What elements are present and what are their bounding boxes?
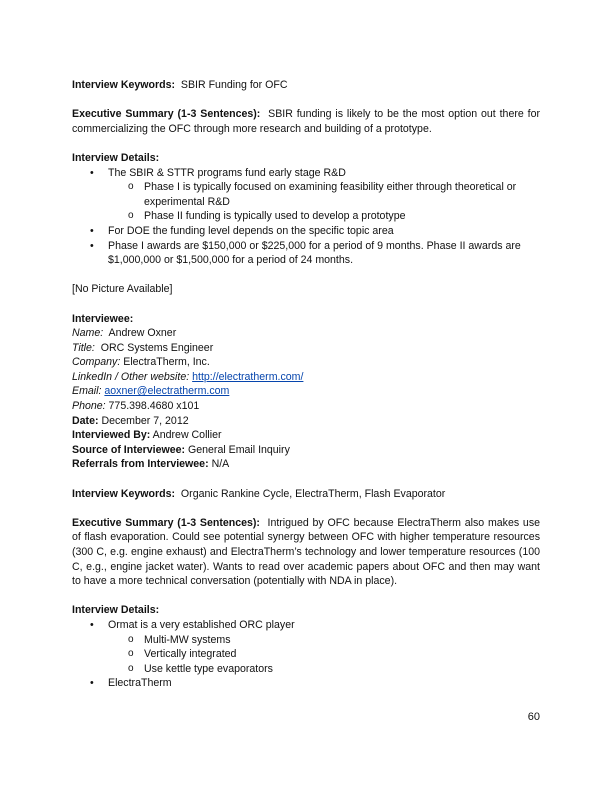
summary-text: SBIR funding is likely to be the most option out there for commercializing the OFC through more research and building of a prototype.: [72, 108, 541, 135]
list-item: o Vertically integrated: [128, 648, 237, 661]
interview-keywords-1: [72, 78, 540, 93]
details-list-1: [72, 166, 540, 268]
list-item: • Ormat is a very established ORC player o Multi-MW systems o Vertically integrated o Use kettle type evaporators: [72, 618, 540, 676]
summary-text: Intrigued by OFC because ElectraTherm also makes use of flash evaporation. Could see potential synergy between OFC with higher temperature resources (300 C, e.g. engine exhaust) and ElectraTherm’s technology and lower temperature resources (100 C, e.g., engine jacket water). Wants to read over academic papers about OFC and then may want to have a more technical conversation (potentially with NDA in place).: [72, 516, 541, 588]
keywords-value: Organic Rankine Cycle, ElectraTherm, Flash Evaporator: [180, 487, 446, 500]
summary-label: Executive Summary (1-3 Sentences):: [72, 516, 260, 529]
interviewee-heading: Interviewee:: [72, 312, 134, 325]
bullet-icon: •: [90, 239, 94, 252]
sub-list: [108, 633, 540, 677]
list-item: • The SBIR & STTR programs fund early stage R&D o Phase I is typically focused on examining feasibility either through theoretical or experimental R&D o Phase II funding is typically used to develop a prototype: [72, 166, 540, 224]
interviewee-title: Title: ORC Systems Engineer: [72, 341, 214, 354]
interviewee-block: [72, 312, 540, 473]
circle-bullet-icon: o: [128, 210, 134, 222]
interviewee-referrals: Referrals from Interviewee: N/A: [72, 458, 230, 471]
bullet-icon: •: [90, 677, 94, 690]
interviewee-phone: Phone: 775.398.4680 x101: [72, 400, 200, 413]
details-list-2: [72, 618, 540, 691]
circle-bullet-icon: o: [128, 181, 134, 193]
list-item: o Multi-MW systems: [128, 633, 231, 646]
page-number: 60: [527, 711, 540, 723]
interviewed-by: Interviewed By: Andrew Collier: [72, 429, 222, 442]
keywords-label: Interview Keywords:: [72, 79, 176, 91]
document-page: [72, 78, 540, 691]
list-item: o Phase II funding is typically used to develop a prototype: [128, 210, 406, 223]
executive-summary-1: [72, 107, 540, 136]
list-item: • ElectraTherm: [90, 677, 172, 690]
interviewee-email: Email: aoxner@electratherm.com: [72, 385, 230, 398]
interviewee-website: LinkedIn / Other website: http://electratherm.com/: [72, 370, 304, 383]
interview-details-heading-1: Interview Details:: [72, 151, 160, 164]
interviewee-name: Name: Andrew Oxner: [72, 327, 177, 340]
sub-list: [108, 180, 540, 224]
summary-label: Executive Summary (1-3 Sentences):: [72, 108, 261, 121]
executive-summary-2: [72, 516, 540, 589]
keywords-value: SBIR Funding for OFC: [180, 79, 288, 91]
interview-details-heading-2: Interview Details:: [72, 604, 160, 617]
bullet-icon: •: [90, 618, 94, 631]
list-item: o Use kettle type evaporators: [128, 662, 273, 675]
list-item: • Phase I awards are $150,000 or $225,000 for a period of 9 months. Phase II awards are $1,000,000 or $1,500,000 for a period of 24 months.: [90, 239, 521, 267]
interview-date: Date: December 7, 2012: [72, 414, 189, 427]
circle-bullet-icon: o: [128, 662, 134, 674]
list-item: o Phase I is typically focused on examining feasibility either through theoretical or experimental R&D: [128, 181, 517, 208]
circle-bullet-icon: o: [128, 648, 134, 660]
interviewee-source: Source of Interviewee: General Email Inquiry: [72, 443, 290, 456]
circle-bullet-icon: o: [128, 633, 134, 645]
bullet-icon: •: [90, 224, 94, 237]
interviewee-company: Company: ElectraTherm, Inc.: [72, 356, 210, 369]
bullet-icon: •: [90, 166, 94, 179]
interview-keywords-2: [72, 487, 540, 502]
keywords-label: Interview Keywords:: [72, 487, 176, 500]
list-item: • For DOE the funding level depends on the specific topic area: [90, 224, 394, 237]
no-picture-note: [No Picture Available]: [72, 283, 173, 296]
email-link[interactable]: aoxner@electratherm.com: [104, 385, 230, 398]
website-link[interactable]: http://electratherm.com/: [192, 370, 304, 383]
